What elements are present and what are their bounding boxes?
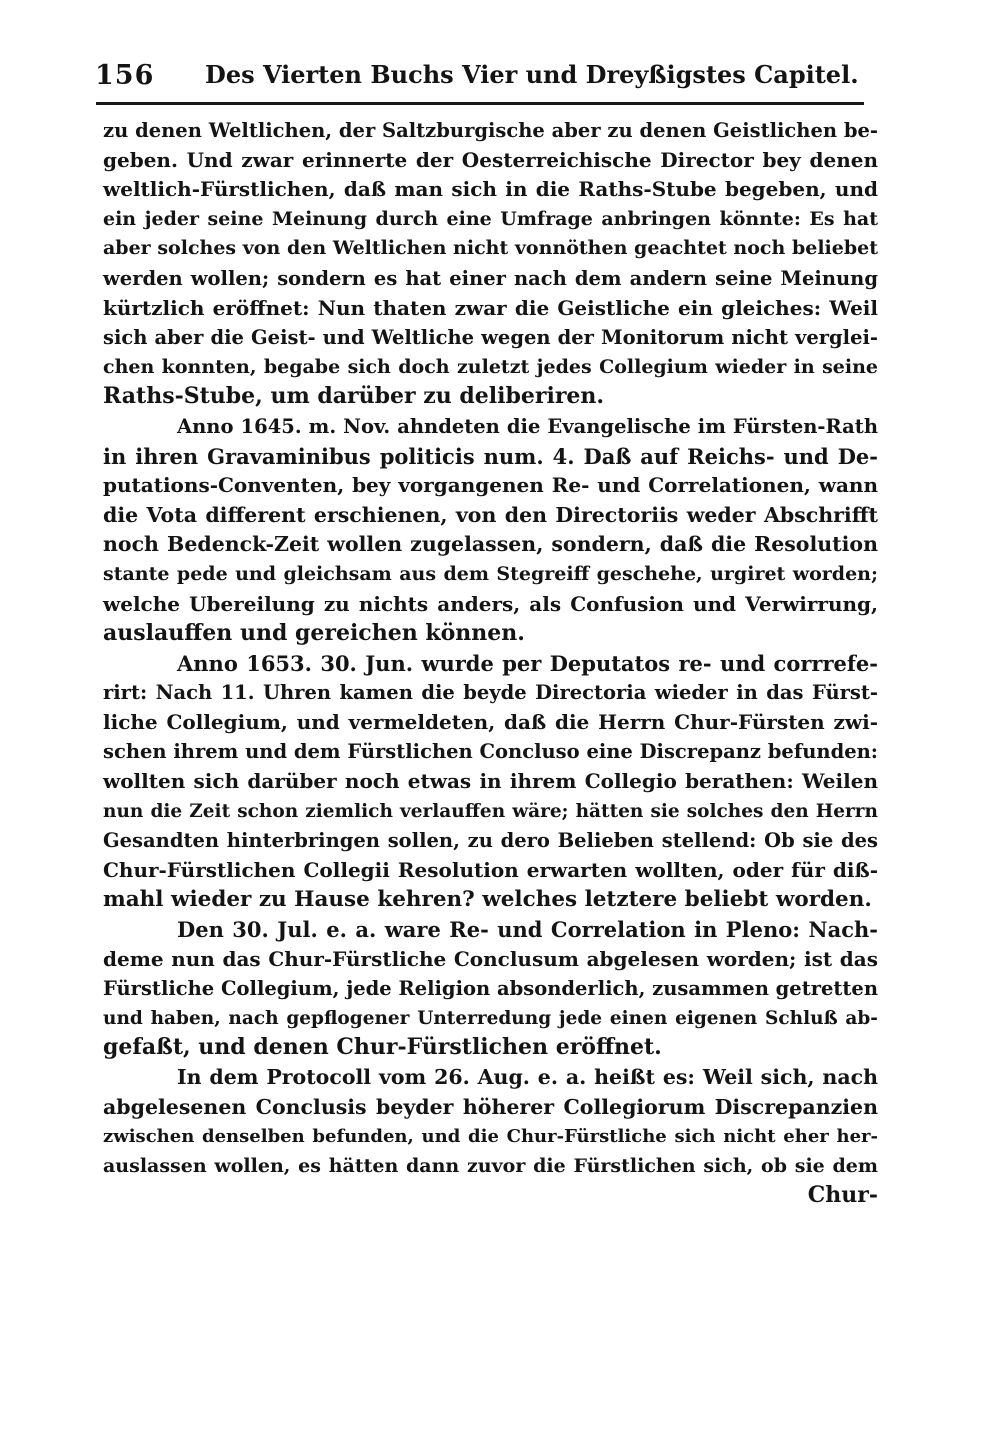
text-line: geben. Und zwar erinnerte der Oesterreichische Director bey denen (103, 147, 878, 172)
text-line: aber solches von den Weltlichen nicht vonnöthen geachtet noch beliebet (103, 237, 878, 260)
paragraph-first-line: Den 30. Jul. e. a. ware Re- und Correlation in Pleno: Nach- (177, 917, 878, 943)
text-line: zu denen Weltlichen, der Saltzburgische aber zu denen Geistlichen be- (103, 119, 878, 142)
text-line: auslauffen und gereichen können. (103, 620, 525, 647)
page-number: 156 (95, 60, 155, 91)
text-line: deme nun das Chur-Fürstliche Conclusum abgelesen worden; ist das (103, 946, 878, 971)
text-line: ein jeder seine Meinung durch eine Umfrage anbringen könnte: Es hat (103, 207, 878, 230)
text-line: mahl wieder zu Hause kehren? welches letztere beliebt worden. (103, 887, 872, 913)
text-line: weltlich-Fürstlichen, daß man sich in die Raths-Stube begeben, und (103, 177, 878, 202)
text-line: zwischen denselben befunden, und die Chur-Fürstliche sich nicht eher her- (103, 1126, 878, 1148)
text-line: Raths-Stube, um darüber zu deliberiren. (103, 383, 605, 410)
text-line: rirt: Nach 11. Uhren kamen die beyde Directoria wieder in das Fürst- (103, 681, 878, 705)
text-line: schen ihrem und dem Fürstlichen Concluso eine Discrepanz befunden: (103, 740, 878, 764)
text-line: in ihren Gravaminibus politicis num. 4. Daß auf Reichs- und De- (103, 443, 878, 469)
text-line: Gesandten hinterbringen sollen, zu dero Belieben stellend: Ob sie des (103, 829, 878, 853)
text-line: wollten sich darüber noch etwas in ihrem Collegio berathen: Weilen (103, 769, 878, 794)
paragraph-first-line: In dem Protocoll vom 26. Aug. e. a. heißt es: Weil sich, nach (177, 1065, 878, 1089)
text-line: werden wollen; sondern es hat einer nach dem andern seine Meinung (103, 266, 878, 290)
text-line: nun die Zeit schon ziemlich verlauffen wäre; hätten sie solches den Herrn (103, 800, 878, 822)
body-text (103, 116, 878, 1211)
text-line: auslassen wollen, es hätten dann zuvor die Fürstlichen sich, ob sie dem (103, 1154, 878, 1177)
text-line: liche Collegium, und vermeldeten, daß die Herrn Chur-Fürsten zwi- (103, 709, 878, 734)
page-header (95, 58, 870, 98)
text-line: die Vota different erschienen, von den Directoriis weder Abschrifft (103, 502, 878, 527)
text-line: und haben, nach gepflogener Unterredung jede einen eigenen Schluß ab- (103, 1007, 878, 1029)
text-line: Fürstliche Collegium, jede Religion absonderlich, zusammen getretten (103, 977, 878, 1001)
text-line: gefaßt, und denen Chur-Fürstlichen eröffnet. (103, 1034, 662, 1061)
text-line: putations-Conventen, bey vorgangenen Re- und Correlationen, wann (103, 473, 878, 498)
paragraph-first-line: Anno 1645. m. Nov. ahndeten die Evangelische im Fürsten-Rath (177, 414, 878, 438)
text-line: noch Bedenck-Zeit wollen zugelassen, sondern, daß die Resolution (103, 532, 878, 557)
running-head: Des Vierten Buchs Vier und Dreyßigstes Capitel. (205, 60, 859, 89)
text-line: Chur-Fürstlichen Collegii Resolution erwarten wollten, oder für diß- (103, 857, 878, 882)
catchword: Chur- (807, 1182, 878, 1209)
text-line: sich aber die Geist- und Weltliche wegen der Monitorum nicht verglei- (103, 326, 878, 350)
text-line: chen konnten, begabe sich doch zuletzt jedes Collegium wieder in seine (103, 355, 878, 378)
text-line: stante pede und gleichsam aus dem Stegreiff geschehe, urgiret worden; (103, 562, 878, 585)
header-rule (96, 102, 864, 105)
paragraph-first-line: Anno 1653. 30. Jun. wurde per Deputatos re- und corrrefe- (177, 650, 878, 676)
text-line: abgelesenen Conclusis beyder höherer Collegiorum Discrepanzien (103, 1094, 878, 1119)
text-line: kürtzlich eröffnet: Nun thaten zwar die Geistliche ein gleiches: Weil (103, 295, 878, 320)
text-line: welche Ubereilung zu nichts anders, als Confusion und Verwirrung, (103, 591, 878, 616)
